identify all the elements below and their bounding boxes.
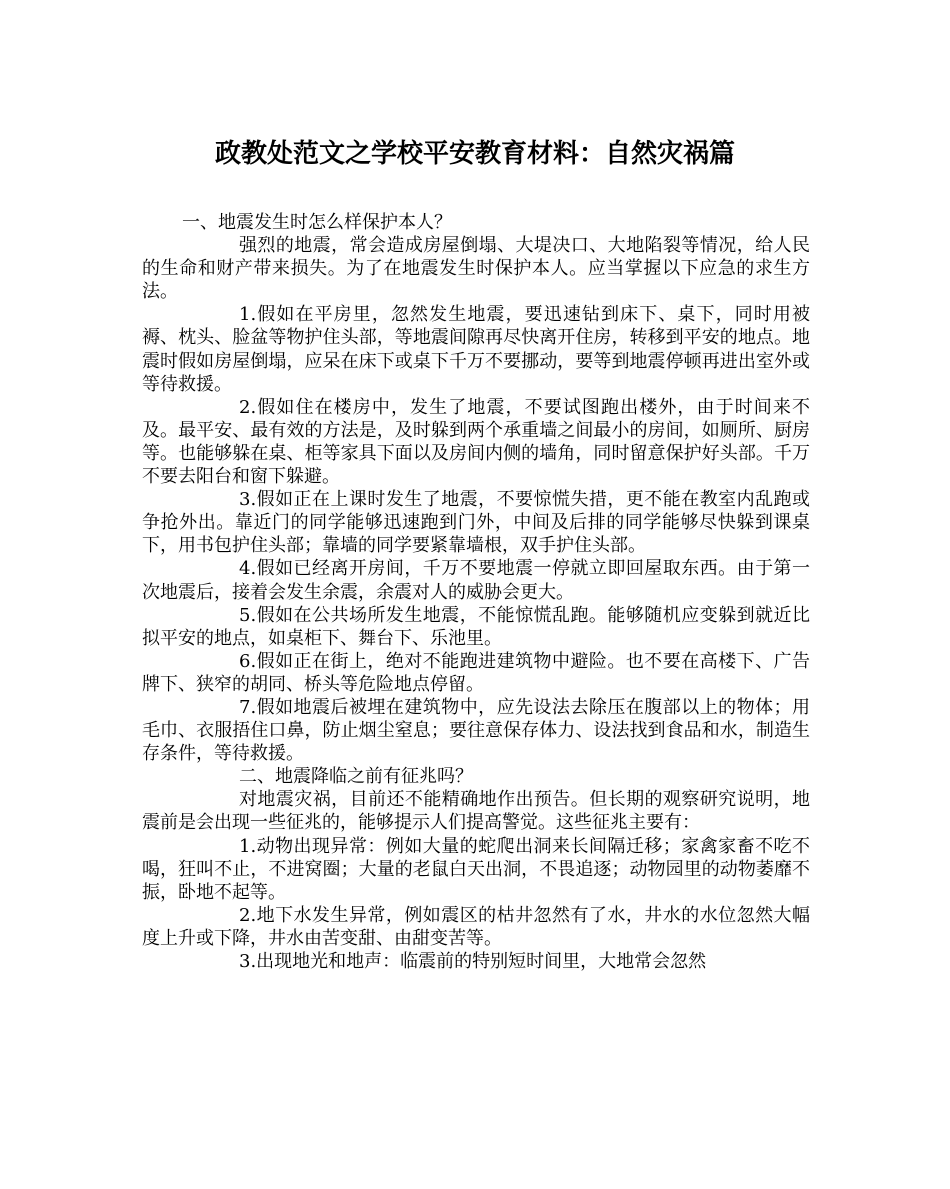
- paragraph-signs-intro: 对地震灾祸，目前还不能精确地作出预告。但长期的观察研究说明，地震前是会出现一些征兆的，能够提示人们提高警觉。这些征兆主要有：: [142, 789, 810, 834]
- paragraph-sign-2: 2.地下水发生异常，例如震区的枯井忽然有了水，井水的水位忽然大幅度上升或下降，井水由苦变甜、由甜变苦等。: [142, 904, 810, 949]
- section-heading-earthquake-signs: 二、地震降临之前有征兆吗？: [239, 766, 473, 788]
- paragraph-item-6: 6.假如正在街上，绝对不能跑进建筑物中避险。也不要在高楼下、广告牌下、狭窄的胡同、桥头等危险地点停留。: [142, 650, 810, 695]
- paragraph-sign-1: 1.动物出现异常：例如大量的蛇爬出洞来长间隔迁移；家禽家畜不吃不喝，狂叫不止，不进窝圈；大量的老鼠白天出洞，不畏追逐；动物园里的动物萎靡不振，卧地不起等。: [142, 835, 810, 903]
- paragraph-item-3: 3.假如正在上课时发生了地震，不要惊慌失措，更不能在教室内乱跑或争抢外出。靠近门的同学能够迅速跑到门外，中间及后排的同学能够尽快躲到课桌下，用书包护住头部；靠墙的同学要紧靠墙根，双手护住头部。: [142, 489, 810, 557]
- paragraph-sign-3: 3.出现地光和地声：临震前的特别短时间里，大地常会忽然: [239, 951, 707, 972]
- paragraph-item-4: 4.假如已经离开房间，千万不要地震一停就立即回屋取东西。由于第一次地震后，接着会发生余震，余震对人的威胁会更大。: [142, 558, 810, 603]
- paragraph-item-7: 7.假如地震后被埋在建筑物中，应先设法去除压在腹部以上的物体；用毛巾、衣服捂住口鼻，防止烟尘窒息；要往意保存体力、设法找到食品和水，制造生存条件，等待救援。: [142, 696, 810, 765]
- paragraph-intro: 强烈的地震，常会造成房屋倒塌、大堤决口、大地陷裂等情况，给人民的生命和财产带来损失。为了在地震发生时保护本人。应当掌握以下应急的求生方法。: [142, 235, 810, 303]
- section-heading-earthquake-protection: 一、地震发生时怎么样保护本人？: [182, 212, 452, 233]
- paragraph-item-5: 5.假如在公共场所发生地震，不能惊慌乱跑。能够随机应变躲到就近比拟平安的地点，如桌柜下、舞台下、乐池里。: [142, 604, 810, 649]
- paragraph-item-2: 2.假如住在楼房中，发生了地震，不要试图跑出楼外，由于时间来不及。最平安、最有效的方法是，及时躲到两个承重墙之间最小的房间，如厕所、厨房等。也能够躲在桌、柜等家具下面以及房间内侧的墙角，同时留意保护好头部。千万不要去阳台和窗下躲避。: [142, 396, 810, 488]
- paragraph-item-1: 1.假如在平房里，忽然发生地震，要迅速钻到床下、桌下，同时用被褥、枕头、脸盆等物护住头部，等地震间隙再尽快离开住房，转移到平安的地点。地震时假如房屋倒塌，应呆在床下或桌下千万不要挪动，要等到地震停顿再进出室外或等待救援。: [142, 304, 810, 395]
- document-body: [142, 211, 810, 973]
- document-title: 政教处范文之学校平安教育材料：自然灾祸篇: [214, 139, 735, 169]
